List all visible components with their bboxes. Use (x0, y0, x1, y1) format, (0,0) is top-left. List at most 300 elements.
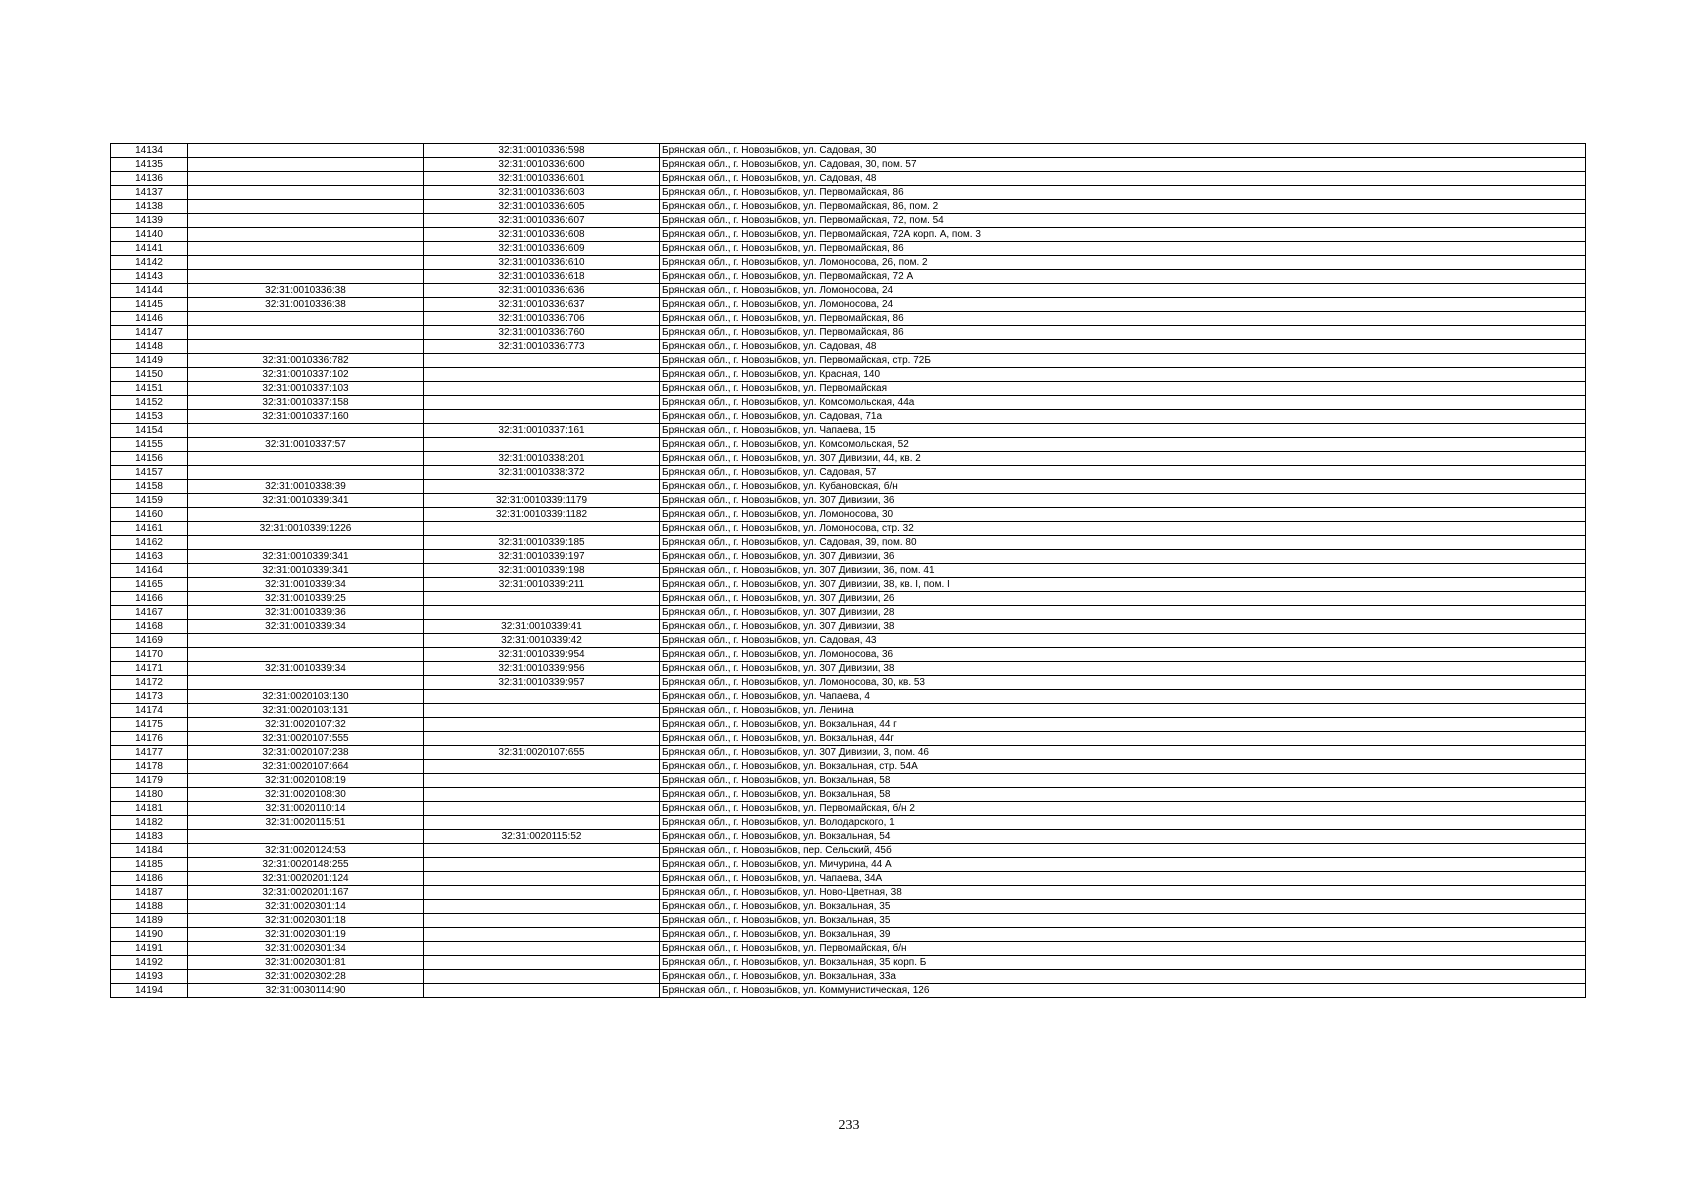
row-number-cell: 14171 (111, 662, 188, 676)
table-row (111, 522, 1586, 536)
table-row (111, 158, 1586, 172)
land-cadastral-number-cell: 32:31:0030114:90 (188, 984, 424, 998)
address-cell: Брянская обл., г. Новозыбков, ул. Ломоносова, 36 (660, 648, 1586, 662)
table-row (111, 676, 1586, 690)
row-number-cell: 14141 (111, 242, 188, 256)
row-number-cell: 14158 (111, 480, 188, 494)
land-cadastral-number-cell: 32:31:0010339:341 (188, 494, 424, 508)
row-number-cell: 14182 (111, 816, 188, 830)
address-cell: Брянская обл., г. Новозыбков, ул. Ново-Цветная, 38 (660, 886, 1586, 900)
address-cell: Брянская обл., г. Новозыбков, ул. 307 Дивизии, 38 (660, 662, 1586, 676)
row-number-cell: 14168 (111, 620, 188, 634)
land-cadastral-number-cell: 32:31:0020107:664 (188, 760, 424, 774)
table-row (111, 592, 1586, 606)
row-number-cell: 14165 (111, 578, 188, 592)
address-cell: Брянская обл., г. Новозыбков, ул. Володарского, 1 (660, 816, 1586, 830)
land-cadastral-number-cell (188, 228, 424, 242)
land-cadastral-number-cell: 32:31:0010337:103 (188, 382, 424, 396)
table-row (111, 550, 1586, 564)
address-cell: Брянская обл., г. Новозыбков, ул. Комсомольская, 52 (660, 438, 1586, 452)
table-row (111, 228, 1586, 242)
table-row (111, 816, 1586, 830)
address-cell: Брянская обл., г. Новозыбков, ул. Вокзальная, 33а (660, 970, 1586, 984)
land-cadastral-number-cell (188, 452, 424, 466)
building-cadastral-number-cell (424, 802, 660, 816)
address-cell: Брянская обл., г. Новозыбков, ул. Первомайская, 86 (660, 326, 1586, 340)
address-cell: Брянская обл., г. Новозыбков, ул. Садовая, 39, пом. 80 (660, 536, 1586, 550)
page-number: 233 (838, 1118, 860, 1133)
land-cadastral-number-cell: 32:31:0010339:34 (188, 662, 424, 676)
building-cadastral-number-cell (424, 970, 660, 984)
table-row (111, 928, 1586, 942)
row-number-cell: 14157 (111, 466, 188, 480)
address-cell: Брянская обл., г. Новозыбков, ул. 307 Дивизии, 28 (660, 606, 1586, 620)
land-cadastral-number-cell: 32:31:0010337:160 (188, 410, 424, 424)
land-cadastral-number-cell: 32:31:0010336:38 (188, 284, 424, 298)
table-row (111, 452, 1586, 466)
land-cadastral-number-cell (188, 158, 424, 172)
land-cadastral-number-cell: 32:31:0020124:53 (188, 844, 424, 858)
land-cadastral-number-cell: 32:31:0010336:782 (188, 354, 424, 368)
building-cadastral-number-cell (424, 704, 660, 718)
land-cadastral-number-cell: 32:31:0020301:18 (188, 914, 424, 928)
land-cadastral-number-cell: 32:31:0020201:167 (188, 886, 424, 900)
table-row (111, 424, 1586, 438)
table-row (111, 410, 1586, 424)
land-cadastral-number-cell: 32:31:0010339:1226 (188, 522, 424, 536)
address-cell: Брянская обл., г. Новозыбков, ул. Вокзальная, 35 (660, 914, 1586, 928)
address-cell: Брянская обл., г. Новозыбков, ул. Вокзальная, 35 корп. Б (660, 956, 1586, 970)
table-row (111, 844, 1586, 858)
address-cell: Брянская обл., г. Новозыбков, ул. Вокзальная, стр. 54А (660, 760, 1586, 774)
table-row (111, 382, 1586, 396)
address-cell: Брянская обл., г. Новозыбков, ул. 307 Дивизии, 38 (660, 620, 1586, 634)
building-cadastral-number-cell: 32:31:0010339:956 (424, 662, 660, 676)
address-cell: Брянская обл., г. Новозыбков, ул. 307 Дивизии, 36 (660, 550, 1586, 564)
land-cadastral-number-cell (188, 144, 424, 158)
building-cadastral-number-cell (424, 410, 660, 424)
address-cell: Брянская обл., г. Новозыбков, ул. Чапаева, 15 (660, 424, 1586, 438)
building-cadastral-number-cell: 32:31:0010338:201 (424, 452, 660, 466)
land-cadastral-number-cell (188, 340, 424, 354)
row-number-cell: 14160 (111, 508, 188, 522)
land-cadastral-number-cell (188, 676, 424, 690)
building-cadastral-number-cell: 32:31:0020107:655 (424, 746, 660, 760)
building-cadastral-number-cell (424, 606, 660, 620)
table-row (111, 564, 1586, 578)
address-cell: Брянская обл., г. Новозыбков, ул. Ленина (660, 704, 1586, 718)
row-number-cell: 14166 (111, 592, 188, 606)
land-cadastral-number-cell: 32:31:0010336:38 (188, 298, 424, 312)
address-cell: Брянская обл., г. Новозыбков, ул. 307 Дивизии, 36, пом. 41 (660, 564, 1586, 578)
address-cell: Брянская обл., г. Новозыбков, ул. Первомайская, 86, пом. 2 (660, 200, 1586, 214)
land-cadastral-number-cell: 32:31:0010337:102 (188, 368, 424, 382)
row-number-cell: 14173 (111, 690, 188, 704)
row-number-cell: 14153 (111, 410, 188, 424)
address-cell: Брянская обл., г. Новозыбков, ул. 307 Дивизии, 3, пом. 46 (660, 746, 1586, 760)
address-cell: Брянская обл., г. Новозыбков, ул. 307 Дивизии, 36 (660, 494, 1586, 508)
address-cell: Брянская обл., г. Новозыбков, ул. 307 Дивизии, 44, кв. 2 (660, 452, 1586, 466)
address-cell: Брянская обл., г. Новозыбков, ул. Первомайская, 72А корп. А, пом. 3 (660, 228, 1586, 242)
land-cadastral-number-cell: 32:31:0020301:19 (188, 928, 424, 942)
building-cadastral-number-cell: 32:31:0010336:600 (424, 158, 660, 172)
building-cadastral-number-cell (424, 858, 660, 872)
building-cadastral-number-cell (424, 382, 660, 396)
table-row (111, 354, 1586, 368)
row-number-cell: 14185 (111, 858, 188, 872)
row-number-cell: 14180 (111, 788, 188, 802)
building-cadastral-number-cell: 32:31:0010336:609 (424, 242, 660, 256)
building-cadastral-number-cell (424, 872, 660, 886)
building-cadastral-number-cell: 32:31:0010339:42 (424, 634, 660, 648)
row-number-cell: 14192 (111, 956, 188, 970)
address-cell: Брянская обл., г. Новозыбков, ул. Садовая, 30, пом. 57 (660, 158, 1586, 172)
table-row (111, 144, 1586, 158)
building-cadastral-number-cell (424, 886, 660, 900)
table-row (111, 312, 1586, 326)
land-cadastral-number-cell: 32:31:0020107:238 (188, 746, 424, 760)
building-cadastral-number-cell: 32:31:0010336:608 (424, 228, 660, 242)
building-cadastral-number-cell: 32:31:0010339:957 (424, 676, 660, 690)
row-number-cell: 14143 (111, 270, 188, 284)
table-row (111, 956, 1586, 970)
row-number-cell: 14189 (111, 914, 188, 928)
row-number-cell: 14163 (111, 550, 188, 564)
address-cell: Брянская обл., г. Новозыбков, ул. Вокзальная, 58 (660, 774, 1586, 788)
row-number-cell: 14154 (111, 424, 188, 438)
address-cell: Брянская обл., г. Новозыбков, ул. Садовая, 43 (660, 634, 1586, 648)
address-cell: Брянская обл., г. Новозыбков, ул. 307 Дивизии, 38, кв. I, пом. I (660, 578, 1586, 592)
land-cadastral-number-cell (188, 536, 424, 550)
address-cell: Брянская обл., г. Новозыбков, ул. Вокзальная, 44 г (660, 718, 1586, 732)
table-row (111, 732, 1586, 746)
row-number-cell: 14161 (111, 522, 188, 536)
table-body (111, 144, 1586, 998)
land-cadastral-number-cell (188, 214, 424, 228)
building-cadastral-number-cell: 32:31:0010339:197 (424, 550, 660, 564)
table-row (111, 648, 1586, 662)
row-number-cell: 14156 (111, 452, 188, 466)
land-cadastral-number-cell (188, 634, 424, 648)
row-number-cell: 14194 (111, 984, 188, 998)
table-row (111, 872, 1586, 886)
table-row (111, 326, 1586, 340)
address-cell: Брянская обл., г. Новозыбков, ул. Садовая, 48 (660, 172, 1586, 186)
address-cell: Брянская обл., г. Новозыбков, ул. Первомайская, стр. 72Б (660, 354, 1586, 368)
row-number-cell: 14134 (111, 144, 188, 158)
row-number-cell: 14146 (111, 312, 188, 326)
address-cell: Брянская обл., г. Новозыбков, ул. Первомайская, 72 А (660, 270, 1586, 284)
row-number-cell: 14164 (111, 564, 188, 578)
building-cadastral-number-cell (424, 900, 660, 914)
land-cadastral-number-cell: 32:31:0010337:158 (188, 396, 424, 410)
row-number-cell: 14181 (111, 802, 188, 816)
building-cadastral-number-cell (424, 984, 660, 998)
land-cadastral-number-cell: 32:31:0010339:34 (188, 620, 424, 634)
building-cadastral-number-cell (424, 522, 660, 536)
table-row (111, 536, 1586, 550)
address-cell: Брянская обл., г. Новозыбков, ул. Красная, 140 (660, 368, 1586, 382)
address-cell: Брянская обл., г. Новозыбков, ул. Ломоносова, 24 (660, 298, 1586, 312)
table-row (111, 606, 1586, 620)
address-cell: Брянская обл., г. Новозыбков, ул. Ломоносова, 30, кв. 53 (660, 676, 1586, 690)
table-row (111, 858, 1586, 872)
building-cadastral-number-cell (424, 788, 660, 802)
building-cadastral-number-cell: 32:31:0010338:372 (424, 466, 660, 480)
table-row (111, 340, 1586, 354)
building-cadastral-number-cell (424, 732, 660, 746)
address-cell: Брянская обл., г. Новозыбков, ул. Ломоносова, 26, пом. 2 (660, 256, 1586, 270)
land-cadastral-number-cell (188, 466, 424, 480)
building-cadastral-number-cell: 32:31:0010339:211 (424, 578, 660, 592)
address-cell: Брянская обл., г. Новозыбков, ул. Первомайская (660, 382, 1586, 396)
table-row (111, 774, 1586, 788)
table-row (111, 298, 1586, 312)
building-cadastral-number-cell (424, 396, 660, 410)
address-cell: Брянская обл., г. Новозыбков, ул. Вокзальная, 35 (660, 900, 1586, 914)
table-row (111, 242, 1586, 256)
row-number-cell: 14186 (111, 872, 188, 886)
address-cell: Брянская обл., г. Новозыбков, ул. Первомайская, б/н 2 (660, 802, 1586, 816)
building-cadastral-number-cell: 32:31:0010336:607 (424, 214, 660, 228)
address-cell: Брянская обл., г. Новозыбков, ул. Первомайская, 86 (660, 186, 1586, 200)
land-cadastral-number-cell: 32:31:0020103:130 (188, 690, 424, 704)
table-row (111, 368, 1586, 382)
table-row (111, 900, 1586, 914)
table-row (111, 200, 1586, 214)
row-number-cell: 14162 (111, 536, 188, 550)
row-number-cell: 14140 (111, 228, 188, 242)
table-row (111, 256, 1586, 270)
row-number-cell: 14190 (111, 928, 188, 942)
land-cadastral-number-cell: 32:31:0020103:131 (188, 704, 424, 718)
address-cell: Брянская обл., г. Новозыбков, ул. Кубановская, б/н (660, 480, 1586, 494)
table-row (111, 760, 1586, 774)
table-row (111, 802, 1586, 816)
land-cadastral-number-cell (188, 270, 424, 284)
table-row (111, 718, 1586, 732)
land-cadastral-number-cell (188, 200, 424, 214)
row-number-cell: 14159 (111, 494, 188, 508)
land-cadastral-number-cell: 32:31:0020107:32 (188, 718, 424, 732)
table-row (111, 186, 1586, 200)
land-cadastral-number-cell: 32:31:0020201:124 (188, 872, 424, 886)
table-row (111, 788, 1586, 802)
building-cadastral-number-cell: 32:31:0010339:1182 (424, 508, 660, 522)
land-cadastral-number-cell: 32:31:0020302:28 (188, 970, 424, 984)
address-cell: Брянская обл., г. Новозыбков, ул. Садовая, 30 (660, 144, 1586, 158)
land-cadastral-number-cell: 32:31:0020115:51 (188, 816, 424, 830)
address-cell: Брянская обл., г. Новозыбков, ул. Первомайская, 86 (660, 312, 1586, 326)
address-cell: Брянская обл., г. Новозыбков, ул. Мичурина, 44 А (660, 858, 1586, 872)
address-cell: Брянская обл., г. Новозыбков, ул. Вокзальная, 39 (660, 928, 1586, 942)
row-number-cell: 14136 (111, 172, 188, 186)
table-row (111, 942, 1586, 956)
address-cell: Брянская обл., г. Новозыбков, ул. Первомайская, 72, пом. 54 (660, 214, 1586, 228)
row-number-cell: 14178 (111, 760, 188, 774)
table-row (111, 396, 1586, 410)
land-cadastral-number-cell (188, 186, 424, 200)
building-cadastral-number-cell: 32:31:0010336:773 (424, 340, 660, 354)
table-row (111, 270, 1586, 284)
building-cadastral-number-cell: 32:31:0010336:618 (424, 270, 660, 284)
address-cell: Брянская обл., г. Новозыбков, пер. Сельский, 45б (660, 844, 1586, 858)
table-row (111, 984, 1586, 998)
building-cadastral-number-cell (424, 438, 660, 452)
building-cadastral-number-cell (424, 592, 660, 606)
row-number-cell: 14137 (111, 186, 188, 200)
land-cadastral-number-cell: 32:31:0020301:14 (188, 900, 424, 914)
row-number-cell: 14148 (111, 340, 188, 354)
row-number-cell: 14191 (111, 942, 188, 956)
building-cadastral-number-cell: 32:31:0010339:1179 (424, 494, 660, 508)
land-cadastral-number-cell: 32:31:0010339:341 (188, 564, 424, 578)
building-cadastral-number-cell: 32:31:0010336:760 (424, 326, 660, 340)
land-cadastral-number-cell (188, 508, 424, 522)
row-number-cell: 14144 (111, 284, 188, 298)
land-cadastral-number-cell (188, 242, 424, 256)
row-number-cell: 14176 (111, 732, 188, 746)
building-cadastral-number-cell: 32:31:0010337:161 (424, 424, 660, 438)
building-cadastral-number-cell (424, 774, 660, 788)
land-cadastral-number-cell (188, 648, 424, 662)
building-cadastral-number-cell (424, 956, 660, 970)
address-cell: Брянская обл., г. Новозыбков, ул. Ломоносова, 24 (660, 284, 1586, 298)
row-number-cell: 14172 (111, 676, 188, 690)
address-cell: Брянская обл., г. Новозыбков, ул. Вокзальная, 54 (660, 830, 1586, 844)
row-number-cell: 14188 (111, 900, 188, 914)
building-cadastral-number-cell: 32:31:0010336:598 (424, 144, 660, 158)
table-row (111, 690, 1586, 704)
building-cadastral-number-cell: 32:31:0010336:605 (424, 200, 660, 214)
land-cadastral-number-cell: 32:31:0020148:255 (188, 858, 424, 872)
land-cadastral-number-cell: 32:31:0010339:341 (188, 550, 424, 564)
row-number-cell: 14175 (111, 718, 188, 732)
row-number-cell: 14152 (111, 396, 188, 410)
table-row (111, 172, 1586, 186)
land-cadastral-number-cell (188, 830, 424, 844)
building-cadastral-number-cell: 32:31:0010336:637 (424, 298, 660, 312)
address-cell: Брянская обл., г. Новозыбков, ул. Вокзальная, 44г (660, 732, 1586, 746)
address-cell: Брянская обл., г. Новозыбков, ул. Первомайская, б/н (660, 942, 1586, 956)
building-cadastral-number-cell (424, 914, 660, 928)
table-row (111, 466, 1586, 480)
building-cadastral-number-cell (424, 368, 660, 382)
row-number-cell: 14142 (111, 256, 188, 270)
building-cadastral-number-cell (424, 690, 660, 704)
row-number-cell: 14145 (111, 298, 188, 312)
row-number-cell: 14169 (111, 634, 188, 648)
land-cadastral-number-cell: 32:31:0020301:34 (188, 942, 424, 956)
row-number-cell: 14183 (111, 830, 188, 844)
address-cell: Брянская обл., г. Новозыбков, ул. Садовая, 57 (660, 466, 1586, 480)
address-cell: Брянская обл., г. Новозыбков, ул. Чапаева, 4 (660, 690, 1586, 704)
table-row (111, 480, 1586, 494)
table-row (111, 830, 1586, 844)
building-cadastral-number-cell: 32:31:0010339:954 (424, 648, 660, 662)
building-cadastral-number-cell: 32:31:0010336:610 (424, 256, 660, 270)
building-cadastral-number-cell (424, 718, 660, 732)
row-number-cell: 14170 (111, 648, 188, 662)
table-row (111, 438, 1586, 452)
land-cadastral-number-cell: 32:31:0020301:81 (188, 956, 424, 970)
land-cadastral-number-cell: 32:31:0020107:555 (188, 732, 424, 746)
row-number-cell: 14139 (111, 214, 188, 228)
building-cadastral-number-cell (424, 816, 660, 830)
table-row (111, 494, 1586, 508)
row-number-cell: 14149 (111, 354, 188, 368)
address-cell: Брянская обл., г. Новозыбков, ул. Первомайская, 86 (660, 242, 1586, 256)
address-cell: Брянская обл., г. Новозыбков, ул. Садовая, 71а (660, 410, 1586, 424)
land-cadastral-number-cell: 32:31:0010338:39 (188, 480, 424, 494)
row-number-cell: 14151 (111, 382, 188, 396)
building-cadastral-number-cell (424, 942, 660, 956)
land-cadastral-number-cell (188, 326, 424, 340)
building-cadastral-number-cell: 32:31:0010336:603 (424, 186, 660, 200)
address-cell: Брянская обл., г. Новозыбков, ул. Вокзальная, 58 (660, 788, 1586, 802)
address-cell: Брянская обл., г. Новозыбков, ул. Ломоносова, стр. 32 (660, 522, 1586, 536)
building-cadastral-number-cell (424, 480, 660, 494)
building-cadastral-number-cell: 32:31:0010339:41 (424, 620, 660, 634)
land-cadastral-number-cell: 32:31:0020108:19 (188, 774, 424, 788)
table-row (111, 746, 1586, 760)
row-number-cell: 14177 (111, 746, 188, 760)
building-cadastral-number-cell (424, 928, 660, 942)
table-row (111, 970, 1586, 984)
land-cadastral-number-cell: 32:31:0010339:34 (188, 578, 424, 592)
table-row (111, 634, 1586, 648)
building-cadastral-number-cell: 32:31:0010336:601 (424, 172, 660, 186)
row-number-cell: 14193 (111, 970, 188, 984)
table-row (111, 508, 1586, 522)
row-number-cell: 14184 (111, 844, 188, 858)
table-row (111, 214, 1586, 228)
address-cell: Брянская обл., г. Новозыбков, ул. Коммунистическая, 126 (660, 984, 1586, 998)
building-cadastral-number-cell: 32:31:0020115:52 (424, 830, 660, 844)
address-cell: Брянская обл., г. Новозыбков, ул. Ломоносова, 30 (660, 508, 1586, 522)
row-number-cell: 14167 (111, 606, 188, 620)
building-cadastral-number-cell (424, 760, 660, 774)
property-register-table (110, 143, 1586, 998)
land-cadastral-number-cell: 32:31:0010339:25 (188, 592, 424, 606)
land-cadastral-number-cell (188, 312, 424, 326)
land-cadastral-number-cell: 32:31:0020108:30 (188, 788, 424, 802)
building-cadastral-number-cell (424, 354, 660, 368)
row-number-cell: 14179 (111, 774, 188, 788)
building-cadastral-number-cell: 32:31:0010336:636 (424, 284, 660, 298)
row-number-cell: 14155 (111, 438, 188, 452)
building-cadastral-number-cell: 32:31:0010339:198 (424, 564, 660, 578)
table-row (111, 914, 1586, 928)
table-row (111, 284, 1586, 298)
land-cadastral-number-cell: 32:31:0010337:57 (188, 438, 424, 452)
building-cadastral-number-cell: 32:31:0010339:185 (424, 536, 660, 550)
row-number-cell: 14135 (111, 158, 188, 172)
land-cadastral-number-cell: 32:31:0010339:36 (188, 606, 424, 620)
row-number-cell: 14147 (111, 326, 188, 340)
table-row (111, 620, 1586, 634)
address-cell: Брянская обл., г. Новозыбков, ул. Садовая, 48 (660, 340, 1586, 354)
land-cadastral-number-cell (188, 424, 424, 438)
address-cell: Брянская обл., г. Новозыбков, ул. Комсомольская, 44а (660, 396, 1586, 410)
table-row (111, 886, 1586, 900)
building-cadastral-number-cell: 32:31:0010336:706 (424, 312, 660, 326)
land-cadastral-number-cell: 32:31:0020110:14 (188, 802, 424, 816)
table-row (111, 578, 1586, 592)
row-number-cell: 14174 (111, 704, 188, 718)
table-row (111, 704, 1586, 718)
row-number-cell: 14187 (111, 886, 188, 900)
